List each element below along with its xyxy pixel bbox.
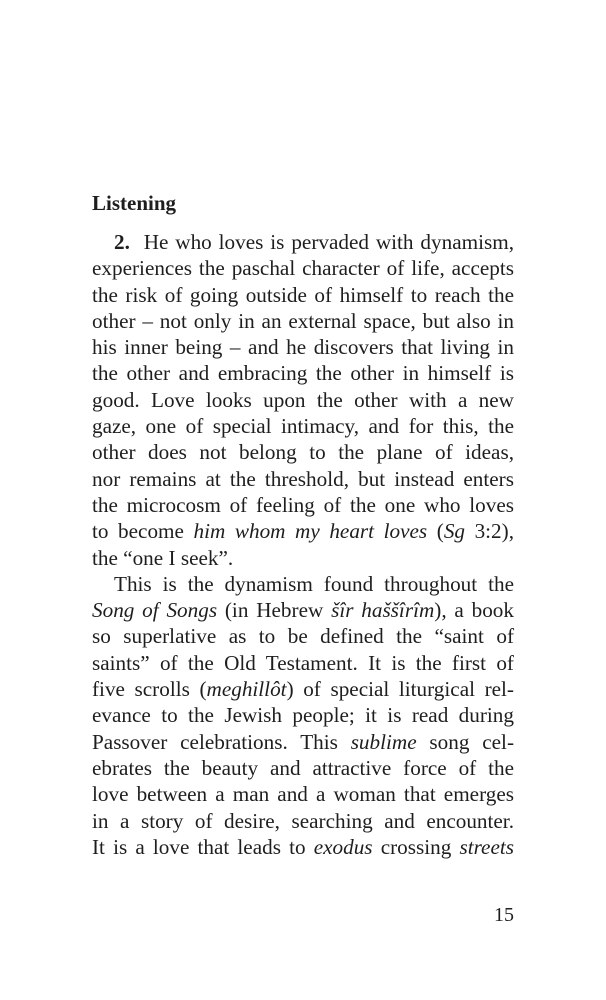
line-segment: evance to the Jewish people; it is read during bbox=[92, 703, 514, 728]
text-line bbox=[92, 623, 514, 649]
text-line bbox=[92, 334, 514, 360]
text-line bbox=[92, 702, 514, 728]
text-line bbox=[92, 360, 514, 386]
line-segment-italic: exodus bbox=[313, 834, 373, 859]
line-segment: in a story of desire, searching and encounter. bbox=[92, 808, 514, 833]
line-segment: other – not only in an external space, but also in bbox=[92, 308, 514, 333]
line-segment: to become bbox=[92, 519, 194, 544]
line-segment: other does not belong to the plane of ideas, bbox=[92, 440, 514, 465]
text-line bbox=[92, 781, 514, 807]
text-line bbox=[92, 387, 514, 413]
line-segment-italic: Song of Songs bbox=[92, 598, 218, 623]
line-segment: good. Love looks upon the other with a new bbox=[92, 387, 514, 412]
line-segment-italic: meghillôt bbox=[206, 677, 287, 702]
section-heading: Listening bbox=[92, 191, 177, 215]
line-segment: It is a love that leads to bbox=[92, 834, 314, 859]
line-segment: the other and embracing the other in himself is bbox=[92, 361, 514, 386]
line-segment: crossing bbox=[372, 834, 460, 859]
line-segment: experiences the paschal character of life, accepts bbox=[92, 256, 514, 281]
line-segment: ebrates the beauty and attractive force of the bbox=[92, 755, 514, 780]
line-segment: song cel- bbox=[416, 729, 514, 754]
line-segment: love between a man and a woman that emerges bbox=[92, 782, 514, 807]
line-segment: nor remains at the threshold, but instead enters bbox=[92, 466, 514, 491]
text-line bbox=[92, 308, 514, 334]
line-segment: ) of special liturgical rel- bbox=[286, 677, 514, 702]
line-segment: his inner being – and he discovers that living in bbox=[92, 335, 514, 360]
text-line bbox=[92, 492, 514, 518]
text-line bbox=[92, 755, 514, 781]
line-segment: saints” of the Old Testament. It is the first of bbox=[92, 650, 514, 675]
line-segment: 3:2), bbox=[465, 519, 514, 544]
text-line bbox=[92, 808, 514, 834]
text-line bbox=[92, 834, 514, 860]
text-line bbox=[92, 229, 514, 255]
text-line bbox=[92, 597, 514, 623]
text-line bbox=[92, 413, 514, 439]
line-segment: (in Hebrew bbox=[217, 598, 332, 623]
body-text bbox=[92, 229, 514, 860]
line-segment: ), a book bbox=[434, 598, 514, 623]
page-number: 15 bbox=[494, 904, 514, 926]
line-segment: the “one I seek”. bbox=[92, 545, 234, 570]
line-segment: This is the dynamism found throughout the bbox=[114, 571, 514, 596]
text-line bbox=[92, 650, 514, 676]
line-segment-italic: streets bbox=[459, 834, 514, 859]
text-line bbox=[92, 518, 514, 544]
line-segment-italic: sublime bbox=[350, 729, 417, 754]
text-line bbox=[92, 439, 514, 465]
line-segment: five scrolls ( bbox=[92, 677, 207, 702]
text-line bbox=[92, 676, 514, 702]
text-line bbox=[92, 729, 514, 755]
line-segment: gaze, one of special intimacy, and for this, the bbox=[92, 414, 514, 439]
text-line bbox=[92, 255, 514, 281]
line-segment: Passover celebrations. This bbox=[92, 729, 351, 754]
line-segment: the microcosm of feeling of the one who loves bbox=[92, 492, 514, 517]
text-line bbox=[92, 282, 514, 308]
text-line bbox=[92, 466, 514, 492]
paragraph-number: 2. bbox=[114, 230, 130, 254]
line-segment-italic: him whom my heart loves bbox=[193, 519, 428, 544]
line-segment-italic: šîr haššîrîm bbox=[331, 598, 435, 623]
line-segment: so superlative as to be defined the “saint of bbox=[92, 624, 514, 649]
text-line bbox=[92, 571, 514, 597]
text-line bbox=[92, 545, 514, 571]
line-segment-italic: Sg bbox=[443, 519, 465, 544]
line-segment: He who loves is pervaded with dynamism, bbox=[143, 230, 515, 254]
line-segment: the risk of going outside of himself to reach the bbox=[92, 282, 514, 307]
line-segment: ( bbox=[427, 519, 444, 544]
